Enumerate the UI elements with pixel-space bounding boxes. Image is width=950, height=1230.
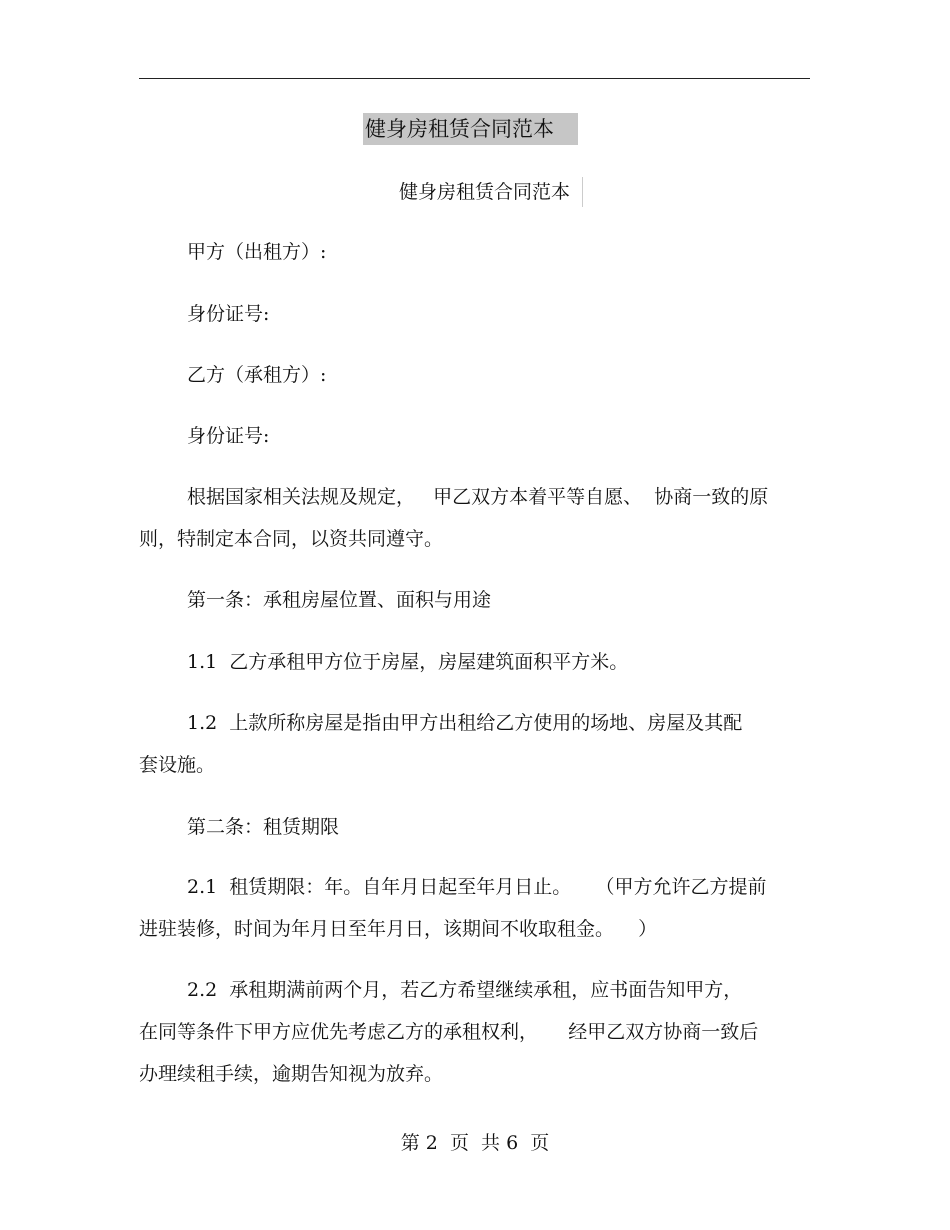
document-subtitle: 健身房租赁合同范本 [399, 177, 583, 207]
page-number: 第 2 页 共 6 页 [400, 1132, 550, 1154]
article-2-heading: 第二条：租赁期限 [187, 816, 340, 838]
header-rule [139, 78, 810, 79]
preamble-line-2: 则，特制定本合同，以资共同遵守。 [139, 528, 444, 550]
clause-2-2-line-1: 2.2 承租期满前两个月，若乙方希望继续承租，应书面告知甲方， [187, 979, 743, 1001]
clause-2-2-line-3: 办理续租手续，逾期告知视为放弃。 [139, 1063, 444, 1085]
article-1-heading: 第一条：承租房屋位置、面积与用途 [187, 589, 492, 611]
document-title: 健身房租赁合同范本 [363, 113, 578, 145]
party-a-id-line: 身份证号: [187, 303, 270, 325]
clause-2-2-line-2: 在同等条件下甲方应优先考虑乙方的承租权利， 经甲乙双方协商一致后 [139, 1021, 759, 1043]
clause-1-1: 1.1 乙方承租甲方位于房屋，房屋建筑面积平方米。 [187, 651, 629, 673]
party-a-line: 甲方（出租方）: [187, 241, 327, 263]
party-b-id-line: 身份证号: [187, 425, 270, 447]
clause-1-2-line-2: 套设施。 [139, 754, 216, 776]
party-b-line: 乙方（承租方）: [187, 364, 327, 386]
clause-1-2-line-1: 1.2 上款所称房屋是指由甲方出租给乙方使用的场地、房屋及其配 [187, 712, 743, 734]
clause-2-1-line-1: 2.1 租赁期限：年。自年月日起至年月日止。 （甲方允许乙方提前 [187, 876, 767, 898]
preamble-line-1: 根据国家相关法规及规定， 甲乙双方本着平等自愿、 协商一致的原 [187, 486, 769, 508]
clause-2-1-line-2: 进驻装修，时间为年月日至年月日，该期间不收取租金。 ） [139, 918, 658, 940]
